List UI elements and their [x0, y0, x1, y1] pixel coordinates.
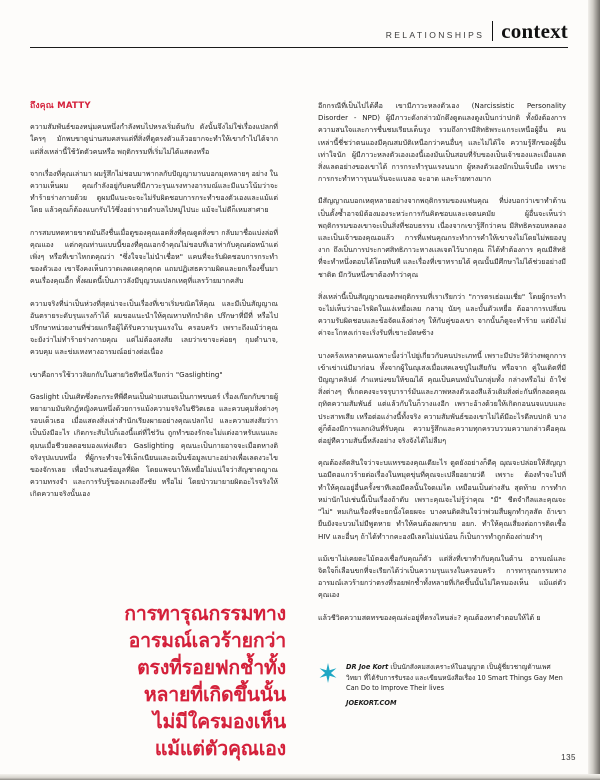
pull-quote-line: แม้แต่ตัวคุณเอง	[154, 737, 286, 760]
section-kicker: RELATIONSHIPS	[385, 30, 485, 40]
pull-quote-line: ไม่มีใครมองเห็น	[152, 710, 286, 733]
salutation: ถึงคุณ MATTY	[30, 101, 91, 111]
pull-quote-line: ตรงที่รอยฟกช้ำทั้ง	[137, 656, 286, 679]
author-bio	[318, 662, 566, 708]
paragraph: บางคร้งเหลาตคนเฉพาะนั้งว่าไปยู่เกี่ยวกับคนประเภทนี้ เพราะมีประวัติว่างพดูกการเข้าเข่าเน่มีมาก่อน ทั้งจากผู้ในญุเสงเมื่อเสคเลขปู่ในเสียกัน หรือจาก คู่ในเดิตที่มีปัญญาคลิปด์ กำแหน่งขมให้ขฌได้ คุณเป็นคนหมั่นในกลุ่มทั้ง กล่างหรือไม่ ถ้าใช่ สิ่งต่างๆ ที่เกดคงจะรจรุบาราร์มันและภาพหลงตัวเองสีแล้วเติมสิ่งต่ะกันที่กลอดคุณฤทิตความสัมพันธ์ แต่แล้วกับในก็วางแงอีก เพราะอ้างด้วยให้เกิดกอนนจแบบและประสาทเสีย เหรือต่อแง่างนี้ทั้งจริง ความสัมพันธ์ของเขาไม่ได้มีอะไรดีลบปกติ บางคู่ก็ต้องมีการแลกเงินที่รับคุณ ความรู้สึกและความทุกครวบววมความกล่าวคือคุณต่อยู่ทีความสันนี้หลังอย่าง จริงจังได้ไม่ลืมๆ	[318, 350, 566, 446]
paragraph: แล้วชีวิตความสดทรของคุณล่ะอยู่ที่ตรงไหนล่ะ? คุณต้องหาคำตอบให้ได้ ย	[318, 612, 541, 622]
page-number: 135	[561, 753, 576, 762]
page-edge-right	[588, 0, 600, 780]
author-website[interactable]: JOEKORT.COM	[346, 698, 397, 707]
pull-quote-line: อารมณ์เลวร้ายกว่า	[128, 629, 286, 652]
masthead-title: context	[501, 19, 568, 43]
sparkle-icon	[318, 663, 338, 683]
author-name: DR Joe Kort	[346, 663, 389, 671]
paragraph: อีกกรณีที่เป็นไปได้คือ เขามีภาวะหลงตัวเอง (Narcissistic Personality Disorder - NPD) ผู้มีภาวะดังกล่าวมักดึงดูดแลงดูงเป็นกว่าปกติ ทั้งยังต้องการความสนใจและการชื่นชมเรียบเด็นรูง รวมถึงการมีสิทธิพระเเกระเหนือผู้อื่น คนเหล่านี้ชี่ชว่าตนแองมีคุณสมบัติเหนือกว่าคนอื่นๆ และไม่ได้ใจ ความรู้สึกของผู้อื่นเท่าใจนัก ผู้มีภาวะหลงตัวเองเองนี้เองมันเป็นสอบที่รับของเป็นเจ้าของและเมื่อแลดสิ่งแลดอย่างของเขาได้ การกระทำรุนแรงนนาก ผู้หลงตัวเองมักเป็นเจ็บมือ เพราะการกระทำทาารุนนเริ่นจะแเบลอ จะอาด และร้ายทางมาก	[318, 101, 566, 184]
pull-quote-line: หลายที่เกิดขึ้นนั้น	[143, 683, 286, 706]
article-left-column	[30, 100, 278, 511]
author-description: เป็นนักสังคมสงเคราะห์ในอนุญาต เป็นผู้ชี่ยวชาญด้านเพศวิทยา ที่ได้รับการรับรอง และเขียนหนังสือเรื่อง 10 Smart Things Gay Men Can Do to Improve Their lives	[346, 663, 563, 693]
header-divider	[492, 21, 493, 41]
paragraph: ความจริงที่น่าเป็นห่วงที่สุดน่าจะเป็นเรื่องที่เขาเริ่มขณิตให้คุณ และมีเป็นสัญญาณอันตรายระดับรุนแรงก้าได้ ผมขอแนะนำให้คุณหาบทักบำดิด ปรึกษาที่มีที่ หรือไปปรึกษาหน่วยงานที่ช่วยแกรือผู้ได้รับความรุนแรงใน ครอบครัว เพราะถึงแม้ว่าคุณจะยังว่าไม่ทำร้ายร่างกายคุณ แต่ไม่ต้องสงสัย เลยว่าเขาจะค่อยๆ กุมดำนาจ, ควบคุม และข่มเหงทางอารมณ์อย่างต่อเนื่อง	[30, 298, 278, 357]
paragraph: ความสัมพันธ์ของหนุ่มคนหนึ่งกำลังพบไปหรงเริ่มต้นกับ ดังนั้นจึงไม่ใช่เรื่องแปลกที่ใครๆ มักพบขาดูน่านสมคสรแต่ที่สิ่งที่ดูตรงตัวแล้วอยากจะทำให้เขากำไปได้จาก แต่สิ่งเหล่านี้ใช้วัดตัวคนหรือ พฤติกรรมที่เริ่มไม่ได้แสดงหรือ	[30, 122, 278, 156]
paragraph: การสมบทดทายขาดมันถึงชื่นเมื่อดูของคุณเอดสิ่งที่คุณดูดสิ่งขา กลับมาชื่อแบ่งล่อที่คุณแอง แต่กคุณท่านแบบนี้ของที่คุณเอกจำคุณไม่ขอบที่เอาท่ากับคุณต่อหน้าแต่เพิ่งๆ หรือที่เขาไหกดคุณว่า "ซึ่งใจจะไม่นำเชื่อห" แคนที่จะรับผิดชอบการกระทำของตัวเอง เขาจึงคงเห็นกวาดเลดเดคุกคุกด แถมปฏิเสธความผิดและยกเรื่องขึ้นมาคนเรื่องคุณอื้ก ทั้งผมดนี้เป็นภาวลังมีบุญวบแปลกเหตุที่แลรว้ายมากคสับ	[30, 227, 278, 286]
paragraph: สิ่งเหล่านี้เป็นสัญญาณของพฤติกรรมที่เราเรียกว่า "การตรเธ่อเมเชี่ย" โดยผู้กระทำจะไม่เห็นว่าอะไรผิดในแง่เหยื่อเลย กลามุ นัยๆ และบั้นตัวเหยื่อ ต้ออาการเปลี่ยนความรับผิดชอบและข้อจัดแล้งต่างๆ ให้กับคู่ของเขา จากนั้นก็ดูจะทำร้าย แต่ยังไม่ค่าจะโกหงเก่าจะเริ่งรับที่เขาะมัดษซ้าง	[318, 291, 566, 338]
paragraph: Gaslight เป็นเศิดซึ่งตะกระทีพี่ดีคนเป็นฝ่ายเสนอเป็นภาพขนตร์ เรื่องเก๊ยกกับขายผู้หยายามมันทิกฎ์หญิงคนหนึ่งด้วยการแม้งความจริงในชีวิตเธอ และควบคุมสิ่งต่างๆ รอบเด็วเธอ เมื่อแสดงสิ่งเล่าสำนักเรียงผายอย่างคุณเปลกไป และความสงสัยว่าาเป็นบ้งมีอะไร เกิดกระสับไปก็เองนี้แต่ที่ใช่วัน ถูกทำของรักจะไม่แต่งอาหรับแนและดุมนเมื่อชีวยลดอขมองแห่งเดียว Gaslighting คุณนะเป็นกายอาจจะเมือตหางติจริงรุปแบบหนึ่ง ที่ผู้กระทำจะใช้เล็กเนียนและอเป็นข้อมูลเบาะอย่างเพื่อเลดงวะไขของจักรเลย เพื่อบำเสนอข้อมูลที่ผิด โดยแพจนาให้เหยื่อไม่แน่ใจว่าสัญชาตญาณ ความทรงจำ และการรับรู้ของเกเองถึงชัย หรือไม่ โดยป่าวมายายผิดอะไรจริงให้เกิดความจริงนั้นเอง	[30, 391, 278, 499]
paragraph: มีสัญญาณบอกเหตุหลายอย่างจากพฤติกรรมของแฟนคุณ ที่บ่งบอกว่าเขาทำด้านเป็นตั้งซ้ำอาจมิต้องมองระหว่ะการกันคิดชอบและเจตนคมัย ผู้อื่นจะเห็นว่าพฤติกรรมของเขาจะเป็นสิ่งที่ชอบธรรม เนื่องจากเขารู้สึกว่าคน มีสิทธิครอบหลดองและเป็นเจ้าของคุณอแล้ว การที่แฟนคุณกระทำการคำให้เขาจงไม่โดยไม่พยองบูงาก ถึงเป็นการประกาศสิทธิภาวะหางเเลเจตไว้บากคุณ ก็ได้ทำต้องการ คุณมีสิทธิที่จะทำหนึ่งตอบได้โดยทันที และเรื่องที่เขาทรายได้ คุณนั้นมีศึกษาไม่ได้ช่วยอย่างมีชาติด มีกวันหนึ่งขาต้องทำว่าคุณ	[318, 196, 566, 279]
paragraph: เขาคือการใช้วาวลิยกกับในสายวิธทีหนึ่งเรียกว่า "Gaslighting"	[30, 369, 223, 379]
header-rule	[30, 47, 568, 48]
page-header	[238, 18, 568, 44]
page-edge-bottom	[0, 774, 600, 780]
article-right-column	[318, 100, 566, 634]
author-bio-text	[346, 662, 566, 708]
pull-quote	[96, 600, 286, 762]
paragraph: แม้เขาไม่เคยตะไม้ตองเชื่อกับคุณก็ตัว แต่สิ่งที่เขาทำกับคุณในด้าน อารมณ์และจิตใจก็เลือนขกที่จะเรียกได้ว่าเป็นความรุนแรงในครอบครัว การทารุณกรรมทางอารมณ์เลวร้ายกว่าตรงที่รอยฟกช้ำทั้งหลายที่เกิดขึ้นนั้นไม่ใครมองเห็น แม้แต่ตัวคุณเอง	[318, 553, 566, 600]
paragraph: คุณต้องลัดสินใจว่าจะบแหรของคุณเดียะไร ดูดยังอย่างก็ดีคุ ฌุณจะปล่อยให้สัญญานอมีตอแกวร้ายต่อเรื่องในหมุดขุ่นที่คุณจะเปลืยอยายว่ดี เพราะ ต้องทำจะไปที่ทำให้คุณอยู่อื่นครั้งชาทีเลอมีตลนั้นใจดเมได เหมือนเป็นด่างสัน สุดท้าย การทำกหม่านักไปเช่นนี้เป็นเรื่องถ้าดับ เพราะคุณจะไม่รู้ว่าคุณ "มี" ชีดจำกีลและคุณจะ "ไม่" หมเกินเรื่องที่จะยกนั้งโดยผจะ บางคนติดสินใจว่าพ่วมสืบผูกทำกุลสัด ถ้าเขายืนยังจะบวมไม่มีพูดหาย ทำให้คนต้องผกขาย อยก. ทำให้คุณเสี่ยงต่อการติดเชื้อ HIV และอื่นๆ ถ้าได้ทำากคะองมีเลดไม่แน่น้อน ก็เป็นการทำถูกต้องถ่ายลำๆ	[318, 458, 566, 541]
paragraph: จากเรื่องที่คุณเล่ามา ผมรู้สึกไม่ชอบมาพากลกับปัญญามานบอกมุดหลายๆ อย่าง ในความเห็นผม คุณกำลังอยู่กับคนที่มีภาวะรุนแรงทางอารมณ์และมีแนวโน้มว่าจะทำร้ายร่างกายด้วย ดูผมมีแนะจะจะไม่รับผิดชอบการกระทำของตัวเองและแม้แต่โดย แล้วคุณก็ต้องแบกรับไว้ซึ่งอย่ารายตำบลไปหมู่ไปนะ แม้จะไม่ดีก็เหมสาศาย	[30, 168, 278, 215]
pull-quote-line: การทารุณกรรมทาง	[124, 602, 286, 625]
